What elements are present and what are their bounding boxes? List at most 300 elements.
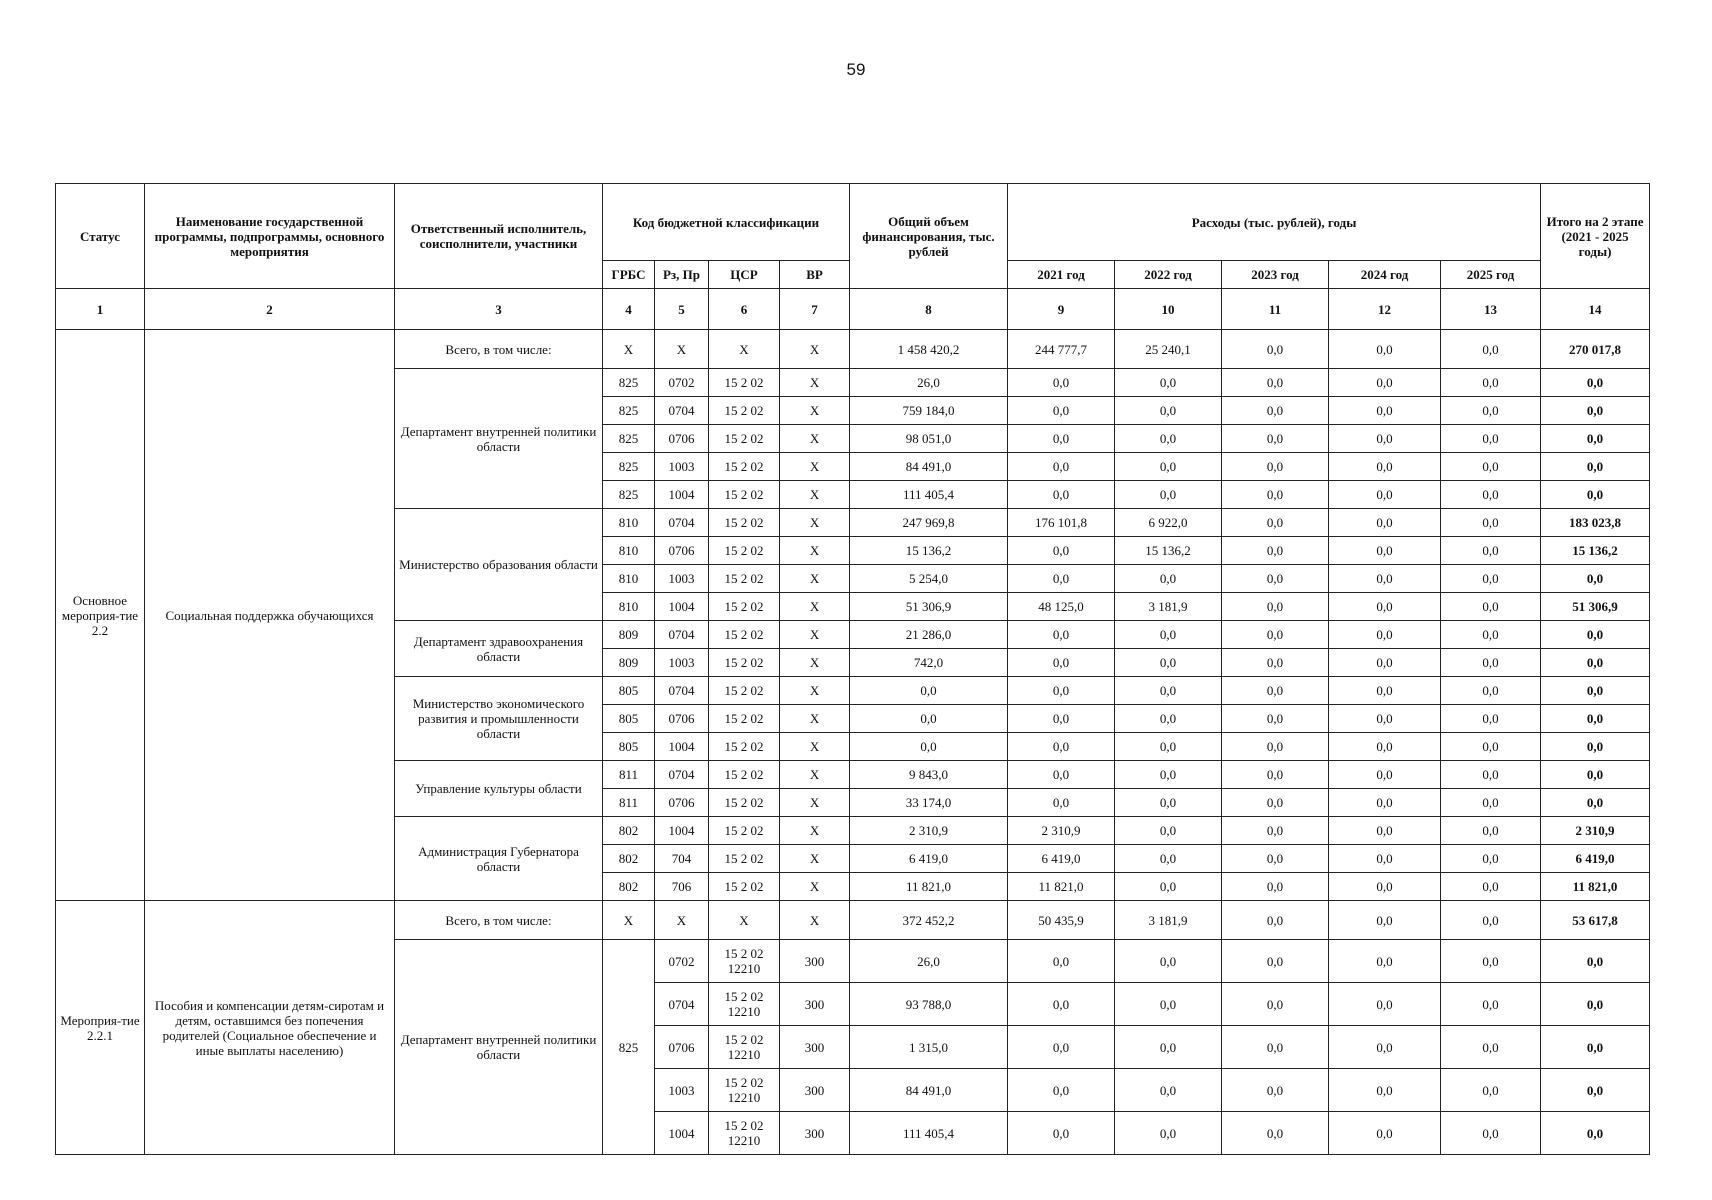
cell-y2021: 2 310,9: [1008, 817, 1115, 845]
cell-total: 84 491,0: [850, 453, 1008, 481]
table-row: [56, 901, 1650, 940]
cell-csr: X: [709, 901, 780, 940]
cell-y2022: 0,0: [1115, 817, 1222, 845]
cell-executor: Министерство экономического развития и промышленности области: [395, 677, 603, 761]
cell-y2024: 0,0: [1329, 1069, 1441, 1112]
cell-grbs: X: [603, 901, 655, 940]
header-code: Код бюджетной классификации: [603, 184, 850, 261]
header-status: Статус: [56, 184, 145, 289]
header-vr: ВР: [780, 261, 850, 289]
cell-y2025: 0,0: [1441, 649, 1541, 677]
cell-vr: 300: [780, 1026, 850, 1069]
cell-y2023: 0,0: [1222, 425, 1329, 453]
cell-y2025: 0,0: [1441, 705, 1541, 733]
cell-vr: 300: [780, 940, 850, 983]
cell-y2022: 0,0: [1115, 369, 1222, 397]
cell-y2021: 0,0: [1008, 397, 1115, 425]
cell-y2025: 0,0: [1441, 940, 1541, 983]
cell-y2025: 0,0: [1441, 330, 1541, 369]
column-number: 12: [1329, 289, 1441, 330]
cell-y2024: 0,0: [1329, 817, 1441, 845]
cell-csr: 15 2 02: [709, 453, 780, 481]
header-name: Наименование государственной программы, подпрограммы, основного мероприятия: [145, 184, 395, 289]
cell-y2022: 0,0: [1115, 621, 1222, 649]
csr-line: 12210: [727, 961, 761, 976]
cell-itog: 0,0: [1541, 481, 1650, 509]
column-number: 10: [1115, 289, 1222, 330]
cell-y2025: 0,0: [1441, 677, 1541, 705]
cell-itog: 0,0: [1541, 940, 1650, 983]
cell-y2023: 0,0: [1222, 649, 1329, 677]
cell-total: 759 184,0: [850, 397, 1008, 425]
cell-itog: 0,0: [1541, 983, 1650, 1026]
cell-rzpr: 0702: [655, 940, 709, 983]
cell-vr: X: [780, 425, 850, 453]
cell-y2023: 0,0: [1222, 901, 1329, 940]
cell-rzpr: 0702: [655, 369, 709, 397]
cell-y2025: 0,0: [1441, 369, 1541, 397]
cell-y2025: 0,0: [1441, 453, 1541, 481]
cell-total: 1 315,0: [850, 1026, 1008, 1069]
cell-y2021: 244 777,7: [1008, 330, 1115, 369]
cell-vr: 300: [780, 1069, 850, 1112]
column-number: 13: [1441, 289, 1541, 330]
cell-y2025: 0,0: [1441, 1026, 1541, 1069]
cell-y2025: 0,0: [1441, 593, 1541, 621]
cell-itog: 0,0: [1541, 369, 1650, 397]
cell-y2022: 0,0: [1115, 1112, 1222, 1155]
cell-rzpr: 0704: [655, 509, 709, 537]
cell-rzpr: 1004: [655, 481, 709, 509]
cell-y2022: 0,0: [1115, 940, 1222, 983]
cell-status: Основное мероприя-тие 2.2: [56, 330, 145, 901]
column-number: 2: [145, 289, 395, 330]
cell-y2022: 3 181,9: [1115, 901, 1222, 940]
cell-y2025: 0,0: [1441, 873, 1541, 901]
cell-grbs: 810: [603, 537, 655, 565]
cell-grbs: 810: [603, 565, 655, 593]
cell-rzpr: 0704: [655, 621, 709, 649]
csr-line: 15 2 02: [724, 1032, 764, 1047]
cell-y2021: 0,0: [1008, 621, 1115, 649]
cell-grbs: 809: [603, 621, 655, 649]
cell-csr: 15 2 02: [709, 677, 780, 705]
cell-itog: 183 023,8: [1541, 509, 1650, 537]
cell-vr: X: [780, 901, 850, 940]
cell-total: 0,0: [850, 705, 1008, 733]
cell-grbs: 811: [603, 789, 655, 817]
cell-y2021: 0,0: [1008, 481, 1115, 509]
cell-y2025: 0,0: [1441, 565, 1541, 593]
cell-rzpr: 1004: [655, 593, 709, 621]
cell-itog: 0,0: [1541, 397, 1650, 425]
cell-total: 0,0: [850, 677, 1008, 705]
cell-rzpr: 1003: [655, 565, 709, 593]
cell-csr: [709, 1112, 780, 1155]
cell-y2022: 3 181,9: [1115, 593, 1222, 621]
cell-y2022: 0,0: [1115, 761, 1222, 789]
cell-y2023: 0,0: [1222, 705, 1329, 733]
header-2022: 2022 год: [1115, 261, 1222, 289]
cell-y2023: 0,0: [1222, 733, 1329, 761]
cell-itog: 270 017,8: [1541, 330, 1650, 369]
cell-rzpr: 704: [655, 845, 709, 873]
cell-executor: Всего, в том числе:: [395, 330, 603, 369]
cell-y2022: 0,0: [1115, 789, 1222, 817]
cell-total: 372 452,2: [850, 901, 1008, 940]
cell-y2025: 0,0: [1441, 537, 1541, 565]
cell-itog: 11 821,0: [1541, 873, 1650, 901]
cell-grbs: 825: [603, 940, 655, 1155]
cell-y2023: 0,0: [1222, 453, 1329, 481]
cell-csr: 15 2 02: [709, 509, 780, 537]
cell-itog: 0,0: [1541, 565, 1650, 593]
cell-y2021: 0,0: [1008, 677, 1115, 705]
cell-y2023: 0,0: [1222, 1069, 1329, 1112]
cell-rzpr: 1004: [655, 1112, 709, 1155]
cell-total: 6 419,0: [850, 845, 1008, 873]
cell-y2021: 0,0: [1008, 1026, 1115, 1069]
cell-total: 51 306,9: [850, 593, 1008, 621]
cell-executor: Департамент здравоохранения области: [395, 621, 603, 677]
csr-line: 12210: [727, 1047, 761, 1062]
csr-line: 12210: [727, 1004, 761, 1019]
cell-rzpr: 1003: [655, 1069, 709, 1112]
cell-y2021: 0,0: [1008, 761, 1115, 789]
cell-csr: 15 2 02: [709, 481, 780, 509]
cell-y2022: 0,0: [1115, 481, 1222, 509]
cell-total: 111 405,4: [850, 481, 1008, 509]
cell-y2022: 0,0: [1115, 705, 1222, 733]
cell-status: Мероприя-тие 2.2.1: [56, 901, 145, 1155]
cell-y2022: 0,0: [1115, 565, 1222, 593]
cell-y2023: 0,0: [1222, 677, 1329, 705]
column-number: 14: [1541, 289, 1650, 330]
cell-total: 5 254,0: [850, 565, 1008, 593]
cell-y2022: 6 922,0: [1115, 509, 1222, 537]
cell-csr: 15 2 02: [709, 873, 780, 901]
cell-name: Пособия и компенсации детям-сиротам и детям, оставшимся без попечения родителей (Социальное обеспечение и иные выплаты населению): [145, 901, 395, 1155]
cell-y2024: 0,0: [1329, 705, 1441, 733]
cell-y2021: 0,0: [1008, 983, 1115, 1026]
budget-table: [55, 183, 1650, 1155]
cell-y2021: 0,0: [1008, 565, 1115, 593]
cell-grbs: 802: [603, 817, 655, 845]
cell-y2024: 0,0: [1329, 983, 1441, 1026]
cell-itog: 53 617,8: [1541, 901, 1650, 940]
cell-total: 111 405,4: [850, 1112, 1008, 1155]
cell-y2025: 0,0: [1441, 761, 1541, 789]
cell-csr: 15 2 02: [709, 789, 780, 817]
cell-y2024: 0,0: [1329, 873, 1441, 901]
header-2024: 2024 год: [1329, 261, 1441, 289]
cell-y2025: 0,0: [1441, 817, 1541, 845]
cell-rzpr: 1003: [655, 649, 709, 677]
cell-executor: Всего, в том числе:: [395, 901, 603, 940]
cell-rzpr: 0704: [655, 761, 709, 789]
cell-itog: 51 306,9: [1541, 593, 1650, 621]
cell-y2022: 0,0: [1115, 845, 1222, 873]
cell-grbs: 825: [603, 369, 655, 397]
cell-y2024: 0,0: [1329, 425, 1441, 453]
cell-vr: X: [780, 677, 850, 705]
column-number: 11: [1222, 289, 1329, 330]
cell-y2021: 0,0: [1008, 1112, 1115, 1155]
cell-y2025: 0,0: [1441, 397, 1541, 425]
cell-y2023: 0,0: [1222, 873, 1329, 901]
header-executor: Ответственный исполнитель, соисполнители, участники: [395, 184, 603, 289]
header-grbs: ГРБС: [603, 261, 655, 289]
cell-y2024: 0,0: [1329, 677, 1441, 705]
cell-vr: X: [780, 330, 850, 369]
header-2023: 2023 год: [1222, 261, 1329, 289]
cell-y2023: 0,0: [1222, 509, 1329, 537]
cell-y2022: 0,0: [1115, 1069, 1222, 1112]
cell-y2025: 0,0: [1441, 1069, 1541, 1112]
cell-executor: Департамент внутренней политики области: [395, 940, 603, 1155]
table-row: [56, 330, 1650, 369]
cell-total: 1 458 420,2: [850, 330, 1008, 369]
cell-y2025: 0,0: [1441, 845, 1541, 873]
cell-rzpr: 0704: [655, 397, 709, 425]
cell-vr: X: [780, 621, 850, 649]
cell-y2023: 0,0: [1222, 397, 1329, 425]
cell-vr: X: [780, 453, 850, 481]
cell-y2024: 0,0: [1329, 481, 1441, 509]
cell-y2023: 0,0: [1222, 789, 1329, 817]
cell-total: 21 286,0: [850, 621, 1008, 649]
cell-y2023: 0,0: [1222, 1026, 1329, 1069]
cell-csr: 15 2 02: [709, 705, 780, 733]
cell-total: 2 310,9: [850, 817, 1008, 845]
cell-grbs: 805: [603, 705, 655, 733]
cell-csr: 15 2 02: [709, 817, 780, 845]
cell-y2024: 0,0: [1329, 733, 1441, 761]
cell-itog: 0,0: [1541, 761, 1650, 789]
csr-line: 12210: [727, 1090, 761, 1105]
cell-y2023: 0,0: [1222, 565, 1329, 593]
cell-y2025: 0,0: [1441, 621, 1541, 649]
cell-total: 33 174,0: [850, 789, 1008, 817]
cell-y2022: 0,0: [1115, 733, 1222, 761]
cell-grbs: 825: [603, 453, 655, 481]
cell-csr: 15 2 02: [709, 845, 780, 873]
column-number: 5: [655, 289, 709, 330]
cell-y2025: 0,0: [1441, 789, 1541, 817]
cell-y2024: 0,0: [1329, 397, 1441, 425]
column-numbers-row: [56, 289, 1650, 330]
cell-csr: [709, 1026, 780, 1069]
cell-vr: X: [780, 593, 850, 621]
cell-vr: X: [780, 845, 850, 873]
cell-y2021: 0,0: [1008, 789, 1115, 817]
cell-y2024: 0,0: [1329, 940, 1441, 983]
cell-y2025: 0,0: [1441, 733, 1541, 761]
cell-y2022: 15 136,2: [1115, 537, 1222, 565]
cell-y2024: 0,0: [1329, 509, 1441, 537]
cell-rzpr: 0706: [655, 537, 709, 565]
cell-y2021: 11 821,0: [1008, 873, 1115, 901]
cell-itog: 15 136,2: [1541, 537, 1650, 565]
cell-itog: 0,0: [1541, 649, 1650, 677]
cell-y2023: 0,0: [1222, 983, 1329, 1026]
cell-grbs: 825: [603, 425, 655, 453]
cell-rzpr: 0706: [655, 1026, 709, 1069]
cell-itog: 0,0: [1541, 453, 1650, 481]
cell-vr: X: [780, 733, 850, 761]
cell-grbs: 805: [603, 677, 655, 705]
header-rzpr: Рз, Пр: [655, 261, 709, 289]
cell-y2022: 0,0: [1115, 1026, 1222, 1069]
cell-rzpr: X: [655, 901, 709, 940]
cell-csr: 15 2 02: [709, 537, 780, 565]
cell-y2022: 0,0: [1115, 873, 1222, 901]
header-2021: 2021 год: [1008, 261, 1115, 289]
cell-grbs: 802: [603, 845, 655, 873]
cell-vr: X: [780, 649, 850, 677]
cell-y2023: 0,0: [1222, 845, 1329, 873]
page-number: 59: [846, 60, 866, 79]
cell-grbs: 802: [603, 873, 655, 901]
csr-line: 15 2 02: [724, 1075, 764, 1090]
column-number: 1: [56, 289, 145, 330]
cell-vr: X: [780, 481, 850, 509]
cell-itog: 0,0: [1541, 1069, 1650, 1112]
cell-rzpr: 0706: [655, 705, 709, 733]
cell-vr: X: [780, 817, 850, 845]
csr-line: 15 2 02: [724, 989, 764, 1004]
cell-y2024: 0,0: [1329, 369, 1441, 397]
cell-rzpr: 0706: [655, 789, 709, 817]
cell-vr: X: [780, 509, 850, 537]
cell-csr: 15 2 02: [709, 397, 780, 425]
cell-executor: Департамент внутренней политики области: [395, 369, 603, 509]
cell-y2024: 0,0: [1329, 761, 1441, 789]
cell-itog: 0,0: [1541, 1026, 1650, 1069]
cell-y2024: 0,0: [1329, 330, 1441, 369]
cell-y2021: 0,0: [1008, 940, 1115, 983]
cell-csr: [709, 940, 780, 983]
cell-csr: 15 2 02: [709, 369, 780, 397]
header-2025: 2025 год: [1441, 261, 1541, 289]
cell-itog: 0,0: [1541, 1112, 1650, 1155]
cell-total: 98 051,0: [850, 425, 1008, 453]
cell-csr: 15 2 02: [709, 733, 780, 761]
cell-y2022: 0,0: [1115, 425, 1222, 453]
cell-total: 93 788,0: [850, 983, 1008, 1026]
cell-y2022: 0,0: [1115, 649, 1222, 677]
cell-executor: Управление культуры области: [395, 761, 603, 817]
cell-vr: X: [780, 705, 850, 733]
column-number: 9: [1008, 289, 1115, 330]
cell-y2022: 0,0: [1115, 983, 1222, 1026]
cell-y2024: 0,0: [1329, 593, 1441, 621]
column-number: 3: [395, 289, 603, 330]
cell-y2021: 0,0: [1008, 453, 1115, 481]
cell-itog: 0,0: [1541, 789, 1650, 817]
cell-total: 26,0: [850, 940, 1008, 983]
column-number: 7: [780, 289, 850, 330]
cell-executor: Министерство образования области: [395, 509, 603, 621]
cell-vr: X: [780, 789, 850, 817]
column-number: 4: [603, 289, 655, 330]
cell-y2023: 0,0: [1222, 537, 1329, 565]
cell-csr: [709, 1069, 780, 1112]
header-itog: Итого на 2 этапе (2021 - 2025 годы): [1541, 184, 1650, 289]
csr-line: 12210: [727, 1133, 761, 1148]
cell-y2024: 0,0: [1329, 789, 1441, 817]
cell-y2022: 0,0: [1115, 453, 1222, 481]
cell-rzpr: X: [655, 330, 709, 369]
cell-y2021: 48 125,0: [1008, 593, 1115, 621]
cell-y2023: 0,0: [1222, 481, 1329, 509]
cell-y2023: 0,0: [1222, 593, 1329, 621]
cell-y2023: 0,0: [1222, 761, 1329, 789]
column-number: 8: [850, 289, 1008, 330]
cell-y2021: 0,0: [1008, 649, 1115, 677]
cell-grbs: 810: [603, 593, 655, 621]
cell-grbs: 825: [603, 481, 655, 509]
cell-total: 247 969,8: [850, 509, 1008, 537]
cell-csr: 15 2 02: [709, 761, 780, 789]
cell-executor: Администрация Губернатора области: [395, 817, 603, 901]
cell-csr: 15 2 02: [709, 565, 780, 593]
cell-y2023: 0,0: [1222, 369, 1329, 397]
column-number: 6: [709, 289, 780, 330]
cell-vr: X: [780, 761, 850, 789]
cell-csr: 15 2 02: [709, 593, 780, 621]
cell-csr: 15 2 02: [709, 621, 780, 649]
cell-total: 0,0: [850, 733, 1008, 761]
cell-grbs: 811: [603, 761, 655, 789]
header-total-volume: Общий объем финансирования, тыс. рублей: [850, 184, 1008, 289]
cell-vr: X: [780, 873, 850, 901]
cell-y2021: 176 101,8: [1008, 509, 1115, 537]
cell-y2024: 0,0: [1329, 901, 1441, 940]
cell-y2023: 0,0: [1222, 330, 1329, 369]
cell-y2021: 0,0: [1008, 369, 1115, 397]
cell-itog: 2 310,9: [1541, 817, 1650, 845]
cell-itog: 0,0: [1541, 621, 1650, 649]
cell-y2021: 6 419,0: [1008, 845, 1115, 873]
cell-y2023: 0,0: [1222, 1112, 1329, 1155]
cell-vr: X: [780, 397, 850, 425]
cell-itog: 6 419,0: [1541, 845, 1650, 873]
cell-y2025: 0,0: [1441, 983, 1541, 1026]
cell-itog: 0,0: [1541, 425, 1650, 453]
cell-rzpr: 706: [655, 873, 709, 901]
cell-vr: 300: [780, 1112, 850, 1155]
cell-total: 84 491,0: [850, 1069, 1008, 1112]
cell-y2024: 0,0: [1329, 1112, 1441, 1155]
cell-y2023: 0,0: [1222, 940, 1329, 983]
cell-grbs: 809: [603, 649, 655, 677]
cell-vr: 300: [780, 983, 850, 1026]
cell-y2025: 0,0: [1441, 509, 1541, 537]
cell-y2021: 0,0: [1008, 733, 1115, 761]
cell-rzpr: 1004: [655, 817, 709, 845]
cell-y2021: 0,0: [1008, 425, 1115, 453]
csr-line: 15 2 02: [724, 1118, 764, 1133]
cell-rzpr: 0706: [655, 425, 709, 453]
cell-total: 15 136,2: [850, 537, 1008, 565]
cell-grbs: 825: [603, 397, 655, 425]
cell-vr: X: [780, 537, 850, 565]
cell-itog: 0,0: [1541, 677, 1650, 705]
cell-y2025: 0,0: [1441, 481, 1541, 509]
cell-y2024: 0,0: [1329, 621, 1441, 649]
cell-rzpr: 0704: [655, 677, 709, 705]
